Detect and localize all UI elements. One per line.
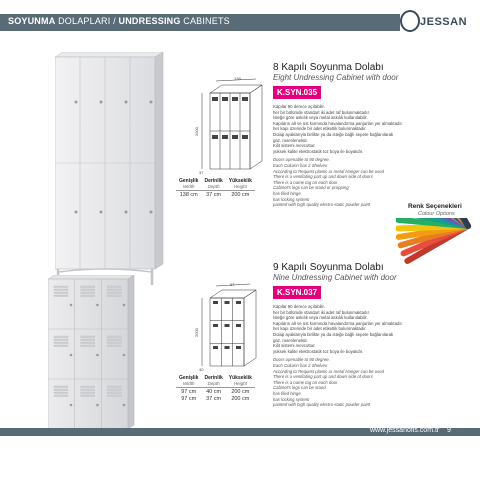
diagram-width-label: 138 (234, 76, 241, 81)
header-bar (0, 14, 400, 31)
dim-header-depth: Derinlik (204, 178, 223, 184)
product2-code-badge: K.SYN.037 (273, 286, 321, 299)
dim-value: 200 cm (231, 389, 250, 395)
dim-sub-height: Height (226, 381, 255, 388)
vent-slot (81, 392, 95, 394)
product1-title: 8 Kapılı Soyunma Dolabı (273, 62, 384, 73)
diagram-width-label: 97 (230, 282, 235, 287)
feature-line: her bir bölümde standart iki adet raf bulunmaktadır. (273, 109, 370, 115)
cabinet-8-door-image (55, 52, 167, 287)
feature-line: painted with high quality electro-static powder paint (273, 202, 371, 208)
vent-slot (107, 339, 121, 341)
vent-slot (54, 395, 68, 397)
footer-website-link[interactable]: www.jessanofis.com.tr (370, 427, 440, 434)
dim-value: 97 cm (181, 389, 197, 395)
dim-header-width: Genişlik (179, 375, 199, 381)
vent-slot (81, 336, 95, 338)
feature-line: According to Request plastic or metal Hanger can be used (273, 168, 385, 174)
feature-line: There is a ventilating part up and down side of doors (273, 374, 373, 380)
feature-line: yüksek kalite elektrostatik toz boya ile boyalıdır. (273, 148, 364, 154)
vent-slot (54, 345, 68, 347)
page-number: 9 (447, 427, 451, 434)
vent-slot (107, 336, 121, 338)
dim-header-width: Genişlik (179, 178, 199, 184)
vent-slot (81, 389, 95, 391)
dim-header-depth: Derinlik (204, 375, 223, 381)
product1-code-badge: K.SYN.035 (273, 86, 321, 99)
diagram-depth-label: 37 (199, 170, 204, 175)
feature-line: Kapıların alt ve üst kısmında havalandırma panjurları yer almaktadır. (273, 320, 403, 326)
product2-english-features (273, 357, 403, 407)
vent-slot (54, 336, 68, 338)
vent-slot (54, 392, 68, 394)
cabinet-8-door-diagram (190, 75, 265, 175)
product1-english-features (273, 157, 403, 207)
vent-slot (107, 345, 121, 347)
product2-title: 9 Kapılı Soyunma Dolabı (273, 262, 384, 273)
vent-slot (81, 345, 95, 347)
vent-slot (54, 386, 68, 388)
dim-sub-width: Width (176, 381, 201, 388)
feature-line: painted with high quality electro-static powder paint (273, 402, 371, 408)
vent-slot (107, 389, 121, 391)
vent-slot (107, 395, 121, 397)
feature-line: Kilit sistemi mevcuttur. (273, 143, 316, 149)
feature-line: Kapıların alt ve üst kısmında havalandırma panjurları yer almaktadır. (273, 120, 403, 126)
feature-line: Dolap ayaklarıyla birlikte ya da isteğe bağlı sepete bağlanılarak (273, 331, 394, 337)
dim-sub-depth: Depth (201, 381, 225, 388)
feature-line: İsteğe göre askılık veya metal askılık kullanılabilir. (273, 315, 368, 321)
vent-slot (54, 295, 68, 297)
feature-line: has filed hinge (273, 390, 301, 396)
vent-slot (81, 395, 95, 397)
dim-header-height: Yükseklik (228, 178, 252, 184)
dim-value: 40 cm (206, 389, 222, 395)
vent-slot (107, 292, 121, 294)
dim-sub-width: Width (176, 184, 201, 191)
vent-slot (81, 339, 95, 341)
dim-value: 200 cm (231, 396, 250, 402)
cabinet-9-door-image (48, 275, 136, 435)
product2-turkish-features (273, 304, 403, 354)
vent-slot (54, 339, 68, 341)
feature-line: Doors openable to 90 degree. (273, 157, 330, 163)
vent-slot (81, 286, 95, 288)
feature-line: Kilit sistemi mevcuttur. (273, 343, 316, 349)
jessan-logo (398, 10, 478, 34)
vent-slot (81, 295, 95, 297)
feature-line: her kapı üzerinde bir adet etiketlik bulunmaktadır. (273, 326, 367, 332)
vent-slot (54, 286, 68, 288)
product2-subtitle: Nine Undressing Cabinet with door (273, 273, 397, 282)
feature-line: Each Column has 2 Shelves (273, 362, 327, 368)
color-fan-swatches (396, 218, 476, 288)
logo-mark-icon (400, 10, 420, 32)
feature-line: her bir bölümde standart iki adet raf bulunmaktadır. (273, 309, 370, 315)
vent-slot (107, 392, 121, 394)
dim-value: 200 cm (231, 192, 250, 198)
feature-line: Each Column has 2 Shelves (273, 162, 327, 168)
product1-turkish-features (273, 104, 403, 154)
product1-dimensions-table (176, 178, 255, 198)
feature-line: İsteğe göre askılık veya metal askılık kullanılabilir. (273, 115, 368, 121)
feature-line: Kapılar 90 derece açılabilir. (273, 104, 325, 109)
feature-line: There is a name tag on each door (273, 379, 338, 385)
vent-slot (107, 386, 121, 388)
feature-line: has filed hinge (273, 190, 301, 196)
vent-slot (81, 386, 95, 388)
feature-line: yüksek kalite elektrostatik toz boya ile boyalıdır. (273, 348, 364, 354)
vent-slot (107, 342, 121, 344)
diagram-height-label: 2000 (194, 127, 199, 136)
feature-line: has locking system (273, 396, 310, 402)
color-options-title: Renk Seçenekleri (408, 203, 462, 210)
dim-value: 37 cm (206, 192, 222, 198)
vent-slot (81, 342, 95, 344)
feature-line: Dolap ayaklarıyla birlikte ya da isteğe bağlı sepete bağlanılarak (273, 131, 394, 137)
feature-line: her kapı üzerinde bir adet etiketlik bulunmaktadır. (273, 126, 367, 132)
feature-line: gaz. rusenlenektir. (273, 137, 308, 143)
product2-info (273, 262, 403, 408)
feature-line: has locking system (273, 196, 310, 202)
dim-sub-depth: Depth (201, 184, 225, 191)
dim-header-height: Yükseklik (228, 375, 252, 381)
dim-sub-height: Height (226, 184, 255, 191)
header-title: SOYUNMA DOLAPLARI / UNDRESSING CABINETS (8, 16, 230, 26)
product1-info (273, 62, 403, 208)
cabinet-9-door-diagram (190, 282, 265, 372)
vent-slot (107, 286, 121, 288)
diagram-depth-label: 40 (199, 367, 204, 372)
vent-slot (54, 342, 68, 344)
feature-line: There is a name tag on each door (273, 179, 338, 185)
feature-line: There is a ventilating part up and down side of doors (273, 174, 373, 180)
vent-slot (107, 295, 121, 297)
dim-value: 138 cm (179, 192, 198, 198)
product2-dimensions-table (176, 375, 255, 402)
feature-line: gaz. rusenlenektir. (273, 337, 308, 343)
color-options-subtitle: Colour Options (418, 211, 455, 217)
vent-slot (54, 292, 68, 294)
logo-text: JESSAN (420, 16, 468, 28)
feature-line: According to Request plastic or metal Hanger can be used (273, 368, 385, 374)
feature-line: Kapılar 90 derece açılabilir. (273, 304, 325, 309)
feature-line: Cabinet's legs can be stand (273, 385, 326, 391)
vent-slot (81, 289, 95, 291)
product1-subtitle: Eight Undressing Cabinet with door (273, 73, 399, 82)
vent-slot (107, 289, 121, 291)
vent-slot (54, 389, 68, 391)
feature-line: Doors openable to 90 degree. (273, 357, 330, 363)
vent-slot (81, 292, 95, 294)
vent-slot (54, 289, 68, 291)
page-header (0, 0, 480, 38)
dim-value: 37 cm (206, 396, 222, 402)
dim-value: 97 cm (181, 396, 197, 402)
feature-line: Cabinet's legs can be stand or propping (273, 185, 349, 191)
diagram-height-label: 2000 (194, 328, 199, 337)
